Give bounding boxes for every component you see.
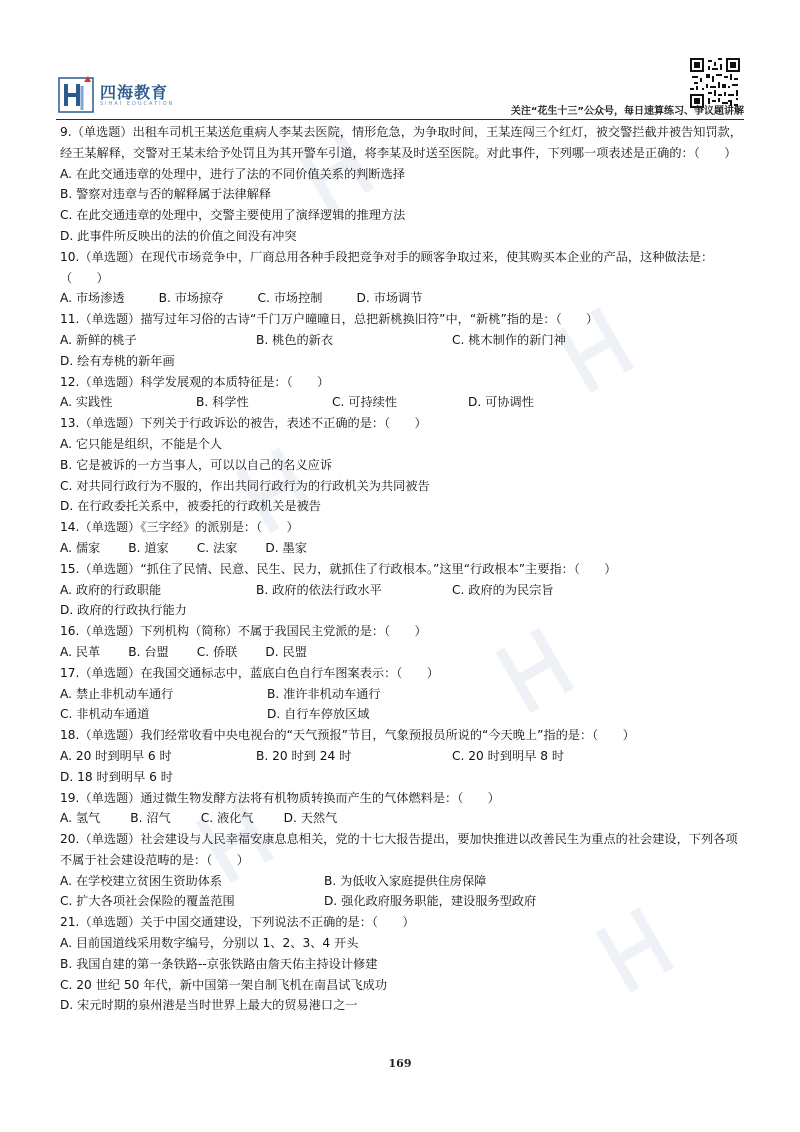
qr-code-image <box>690 58 740 108</box>
option-list <box>60 871 744 913</box>
option-a: A. 实践性 <box>60 395 113 410</box>
option-b: B. 道家 <box>128 540 169 555</box>
question-20 <box>60 829 744 912</box>
option-d: D. 宋元时期的泉州港是当时世界上最大的贸易港口之一 <box>60 998 358 1013</box>
option-c: C. 侨联 <box>196 644 238 659</box>
option-c: C. 可持续性 <box>332 395 398 410</box>
logo-mark-icon <box>58 74 94 114</box>
option-d: D. 可协调性 <box>468 395 534 410</box>
option-b: B. 它是被诉的一方当事人，可以以自己的名义应诉 <box>60 457 333 472</box>
question-12 <box>60 372 744 414</box>
option-b: B. 桃色的新衣 <box>256 332 334 347</box>
option-b: B. 准许非机动车通行 <box>267 686 381 701</box>
question-stem: 15.（单选题）“抓住了民情、民意、民生、民力，就抓住了行政根本。”这里“行政根本”主要指：（ ） <box>60 561 617 576</box>
option-c: C. 政府的为民宗旨 <box>452 582 554 597</box>
question-13 <box>60 413 744 517</box>
option-c: C. 非机动车通道 <box>60 707 150 722</box>
question-stem: 16.（单选题）下列机构（简称）不属于我国民主党派的是：（ ） <box>60 624 427 639</box>
brand-subtitle: SIHAI EDUCATION <box>100 101 175 107</box>
question-stem: 11.（单选题）描写过年习俗的古诗“千门万户曈曈日，总把新桃换旧符”中，“新桃”指的是：（ ） <box>60 312 599 327</box>
option-a: A. 在此交通违章的处理中，进行了法的不同价值关系的判断选择 <box>60 166 405 181</box>
brand-logo <box>58 74 178 114</box>
option-d: D. 市场调节 <box>356 291 423 306</box>
option-a: A. 儒家 <box>60 540 101 555</box>
question-stem: 9.（单选题）出租车司机王某送危重病人李某去医院，情形危急，为争取时间，王某连闯三个红灯，被交警拦截并被告知罚款，经王某解释，交警对王某未给予处罚且为其开警车引道，将李某及时送至医院。对此事件，下列哪一项表述是正确的：（ ） <box>60 125 742 160</box>
option-d: D. 此事件所反映出的法的价值之间没有冲突 <box>60 228 297 243</box>
option-d: D. 天然气 <box>283 811 338 826</box>
option-c: C. 市场控制 <box>257 291 323 306</box>
question-15 <box>60 559 744 621</box>
question-16 <box>60 621 744 663</box>
page-number: 169 <box>388 1057 412 1070</box>
option-a: A. 目前国道线采用数字编号，分别以 1、2、3、4 开头 <box>60 936 359 951</box>
question-stem: 20.（单选题）社会建设与人民幸福安康息息相关，党的十七大报告提出，要加快推进以改善民生为重点的社会建设，下列各项不属于社会建设范畴的是：（ ） <box>60 832 738 867</box>
option-a: A. 新鲜的桃子 <box>60 332 137 347</box>
question-stem: 10.（单选题）在现代市场竞争中，厂商总用各种手段把竞争对手的顾客争取过来，使其购买本企业的产品，这种做法是：（ ） <box>60 249 714 285</box>
option-c: C. 扩大各项社会保险的覆盖范围 <box>60 894 235 909</box>
option-a: A. 民革 <box>60 644 101 659</box>
option-b: B. 政府的依法行政水平 <box>256 582 382 597</box>
option-list <box>60 164 744 247</box>
option-list <box>60 288 744 309</box>
question-stem: 18.（单选题）我们经常收看中央电视台的“天气预报”节目，气象预报员所说的“今天晚上”指的是：（ ） <box>60 728 635 743</box>
question-stem: 17.（单选题）在我国交通标志中，蓝底白色自行车图案表示：（ ） <box>60 665 439 680</box>
option-list <box>60 746 744 788</box>
option-d: D. 强化政府服务职能，建设服务型政府 <box>324 894 537 909</box>
option-c: C. 对共同行政行为不服的，作出共同行政行为的行政机关为共同被告 <box>60 478 430 493</box>
question-10 <box>60 247 744 309</box>
option-c: C. 法家 <box>196 540 238 555</box>
option-b: B. 我国自建的第一条铁路--京张铁路由詹天佑主持设计修建 <box>60 956 378 971</box>
option-list <box>60 434 744 517</box>
option-a: A. 市场渗透 <box>60 291 125 306</box>
option-b: B. 市场掠夺 <box>158 291 224 306</box>
option-b: B. 警察对违章与否的解释属于法律解释 <box>60 187 272 202</box>
question-stem: 13.（单选题）下列关于行政诉讼的被告，表述不正确的是：（ ） <box>60 416 427 431</box>
option-list <box>60 933 744 1016</box>
header-divider <box>56 119 744 120</box>
option-c: C. 桃木制作的新门神 <box>452 332 566 347</box>
question-stem: 19.（单选题）通过微生物发酵方法将有机物质转换而产生的气体燃料是：（ ） <box>60 790 500 805</box>
option-b: B. 沼气 <box>130 811 171 826</box>
option-a: A. 禁止非机动车通行 <box>60 686 174 701</box>
option-a: A. 政府的行政职能 <box>60 582 162 597</box>
option-list <box>60 392 744 413</box>
question-18 <box>60 725 744 787</box>
brand-name: 四海教育 <box>100 83 169 102</box>
question-11 <box>60 309 744 371</box>
option-c: C. 20 时到明早 8 时 <box>452 748 565 763</box>
option-a: A. 20 时到明早 6 时 <box>60 748 172 763</box>
question-stem: 14.（单选题）《三字经》的派别是：（ ） <box>60 520 299 535</box>
header-promo-note: 关注“花生十三”公众号，每日速算练习、争议题讲解 <box>510 106 744 117</box>
option-list <box>60 538 744 559</box>
question-list <box>60 122 744 1016</box>
option-list <box>60 330 744 372</box>
option-b: B. 台盟 <box>128 644 169 659</box>
question-14 <box>60 517 744 559</box>
option-a: A. 在学校建立贫困生资助体系 <box>60 873 223 888</box>
option-d: D. 政府的行政执行能力 <box>60 603 187 618</box>
option-d: D. 18 时到明早 6 时 <box>60 769 173 784</box>
option-d: D. 民盟 <box>265 644 307 659</box>
question-stem: 12.（单选题）科学发展观的本质特征是：（ ） <box>60 374 330 389</box>
option-c: C. 液化气 <box>200 811 254 826</box>
option-b: B. 20 时到 24 时 <box>256 748 352 763</box>
page-header <box>0 0 800 122</box>
option-c: C. 20 世纪 50 年代，新中国第一架自制飞机在南昌试飞成功 <box>60 977 388 992</box>
option-list <box>60 808 744 829</box>
option-list <box>60 684 744 726</box>
option-b: B. 科学性 <box>196 395 249 410</box>
option-c: C. 在此交通违章的处理中，交警主要使用了演绎逻辑的推理方法 <box>60 208 406 223</box>
option-a: A. 它只能是组织，不能是个人 <box>60 436 223 451</box>
question-19 <box>60 788 744 830</box>
question-17 <box>60 663 744 725</box>
option-d: D. 在行政委托关系中，被委托的行政机关是被告 <box>60 499 321 514</box>
question-stem: 21.（单选题）关于中国交通建设，下列说法不正确的是：（ ） <box>60 915 415 930</box>
option-b: B. 为低收入家庭提供住房保障 <box>324 873 487 888</box>
option-d: D. 墨家 <box>265 540 307 555</box>
question-9 <box>60 122 744 247</box>
option-list <box>60 642 744 663</box>
question-21 <box>60 912 744 1016</box>
option-a: A. 氢气 <box>60 811 101 826</box>
option-list <box>60 580 744 622</box>
option-d: D. 自行车停放区域 <box>267 707 370 722</box>
option-d: D. 绘有寿桃的新年画 <box>60 353 175 368</box>
